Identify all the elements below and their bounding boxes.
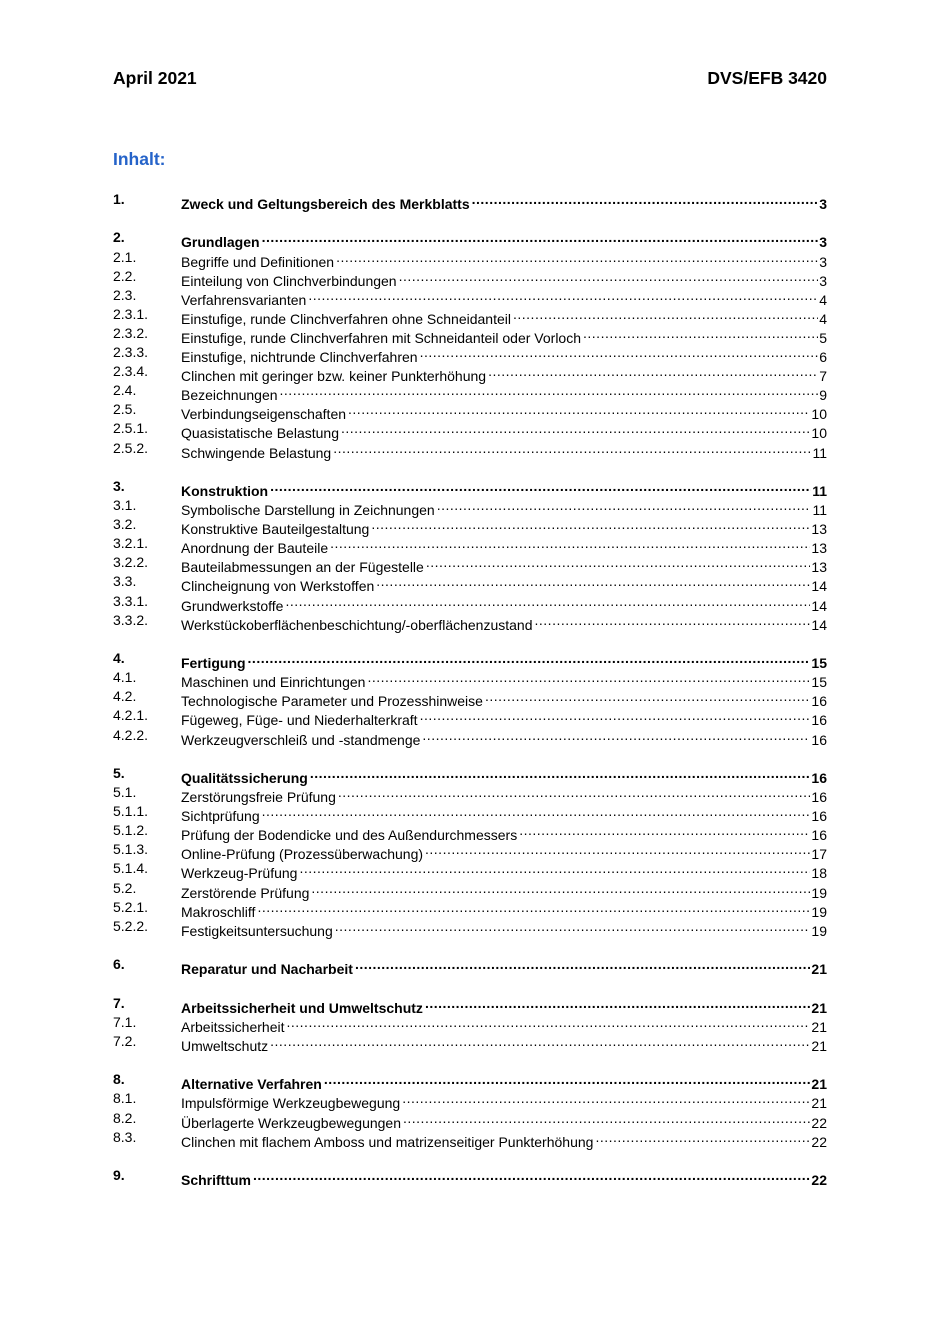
toc-entry-title: Fertigung	[181, 655, 246, 672]
toc-entry-title: Online-Prüfung (Prozessüberwachung)	[181, 846, 424, 863]
toc-dot-leader	[299, 859, 810, 878]
toc-entry-page: 10	[811, 425, 827, 442]
toc-dot-leader	[348, 400, 810, 419]
toc-entry-page: 5	[819, 329, 827, 346]
toc-entry-number: 2.5.	[113, 401, 137, 418]
toc-entry-page: 22	[811, 1114, 827, 1131]
toc-entry[interactable]	[113, 955, 827, 978]
toc-entry-page: 11	[812, 502, 827, 519]
toc-entry-page: 21	[811, 1018, 827, 1035]
toc-entry-line	[181, 1032, 827, 1056]
toc-dot-leader	[324, 1070, 811, 1089]
toc-entry-title: Zerstörungsfreie Prüfung	[181, 789, 336, 806]
toc-dot-leader	[285, 592, 810, 611]
toc-dot-leader	[287, 1013, 811, 1032]
toc-entry-number: 8.1.	[113, 1090, 137, 1107]
toc-entry-number: 4.2.	[113, 688, 137, 705]
toc-entry-number: 3.2.1.	[113, 535, 149, 552]
toc-entry-number: 5.2.2.	[113, 917, 149, 934]
toc-entry[interactable]	[113, 1032, 827, 1054]
toc-entry[interactable]	[113, 592, 827, 614]
toc-entry[interactable]	[113, 840, 827, 863]
toc-entry[interactable]	[113, 611, 827, 633]
toc-entry-number: 2.5.1.	[113, 420, 149, 437]
toc-entry-number: 5.1.1.	[113, 803, 149, 820]
toc-entry-page: 3	[819, 196, 827, 212]
toc-dot-leader	[257, 898, 810, 917]
toc-entry[interactable]	[113, 994, 827, 1016]
toc-entry-number: 3.3.1.	[113, 592, 149, 609]
toc-entry-page: 19	[811, 903, 827, 920]
toc-entry-title: Maschinen und Einrichtungen	[181, 674, 366, 691]
toc-entry-title: Arbeitssicherheit und Umweltschutz	[181, 999, 423, 1016]
toc-dot-leader	[425, 994, 810, 1013]
toc-entry-page: 16	[811, 808, 827, 825]
toc-entry[interactable]	[113, 324, 827, 346]
toc-entry-title: Qualitätssicherung	[181, 770, 308, 786]
toc-entry[interactable]	[113, 1166, 827, 1189]
toc-entry-number: 4.1.	[113, 669, 137, 686]
toc-dot-leader	[262, 228, 819, 247]
toc-entry-page: 7	[819, 368, 827, 385]
toc-entry-number: 4.2.1.	[113, 707, 149, 724]
toc-entry-number: 2.3.	[113, 286, 137, 303]
toc-entry[interactable]	[113, 1128, 827, 1150]
toc-dot-leader	[488, 362, 818, 381]
toc-entry-title: Zweck und Geltungsbereich des Merkblatts	[181, 196, 470, 212]
toc-entry-line	[181, 955, 827, 979]
toc-entry-title: Einstufige, nichtrunde Clinchverfahren	[181, 349, 418, 366]
toc-entry-number: 2.3.3.	[113, 344, 149, 361]
toc-entry[interactable]	[113, 553, 827, 576]
toc-entry-number: 3.3.2.	[113, 611, 149, 628]
toc-entry[interactable]	[113, 917, 827, 939]
toc-entry-line	[181, 726, 827, 750]
toc-entry-title: Grundlagen	[181, 234, 260, 251]
toc-entry[interactable]	[113, 687, 827, 710]
toc-entry-number: 7.1.	[113, 1013, 137, 1030]
toc-entry-page: 4	[819, 291, 827, 308]
toc-entry[interactable]	[113, 419, 827, 442]
toc-entry-number: 2.4.	[113, 382, 137, 399]
toc-dot-leader	[248, 649, 811, 668]
toc-entry-number: 8.2.	[113, 1109, 137, 1126]
toc-dot-leader	[485, 687, 810, 706]
toc-dot-leader	[262, 802, 811, 821]
toc-entry-number: 7.2.	[113, 1032, 137, 1049]
toc-entry-page: 16	[811, 827, 827, 844]
toc-entry-number: 8.	[113, 1071, 125, 1088]
toc-dot-leader	[270, 477, 811, 496]
toc-entry-page: 3	[819, 272, 827, 289]
toc-entry-title: Einstufige, runde Clinchverfahren ohne Schneidanteil	[181, 310, 511, 327]
toc-entry[interactable]	[113, 726, 827, 748]
toc-dot-leader	[311, 879, 810, 898]
toc-dot-leader	[472, 190, 819, 209]
toc-entry-number: 1.	[113, 191, 125, 207]
toc-entry[interactable]	[113, 572, 827, 595]
toc-entry-number: 3.1.	[113, 497, 137, 514]
toc-entry-title: Technologische Parameter und Prozesshinweise	[181, 693, 483, 710]
toc-entry-title: Werkstückoberflächenbeschichtung/-oberflächenzustand	[181, 616, 533, 633]
toc-dot-leader	[402, 1089, 810, 1108]
toc-entry[interactable]	[113, 515, 827, 538]
toc-dot-leader	[535, 611, 811, 630]
toc-entry-title: Werkzeug-Prüfung	[181, 865, 298, 882]
toc-dot-leader	[376, 572, 810, 591]
toc-entry[interactable]	[113, 859, 827, 882]
toc-entry-page: 14	[811, 578, 827, 595]
toc-entry[interactable]	[113, 190, 827, 212]
toc-entry-number: 5.	[113, 765, 125, 781]
header-date: April 2021	[113, 68, 197, 88]
toc-dot-leader	[308, 286, 818, 305]
toc-entry[interactable]	[113, 668, 827, 691]
toc-entry[interactable]	[113, 248, 827, 270]
toc-dot-leader	[335, 917, 811, 936]
toc-entry-number: 5.1.2.	[113, 822, 149, 839]
toc-entry-page: 11	[812, 483, 827, 499]
toc-entry[interactable]	[113, 783, 827, 806]
toc-entry-number: 3.3.	[113, 573, 137, 590]
toc-entry-page: 6	[819, 349, 827, 366]
toc-entry-page: 11	[812, 444, 827, 461]
toc-entry-page: 21	[811, 961, 827, 978]
toc-entry-title: Clinchen mit flachem Amboss und matrizenseitiger Punkterhöhung	[181, 1133, 594, 1150]
toc-entry[interactable]	[113, 898, 827, 920]
toc-entry-number: 5.2.	[113, 879, 137, 896]
toc-entry-number: 3.2.	[113, 516, 137, 533]
toc-entry-page: 22	[811, 1133, 827, 1150]
toc-entry[interactable]	[113, 286, 827, 308]
toc-entry-line	[181, 1166, 827, 1190]
toc-dot-leader	[437, 496, 812, 515]
toc-entry-number: 5.1.3.	[113, 841, 149, 858]
toc-entry-number: 2.5.2.	[113, 439, 149, 456]
toc-entry-page: 16	[811, 789, 827, 806]
toc-entry[interactable]	[113, 305, 827, 327]
toc-entry-page: 15	[811, 655, 827, 672]
toc-entry[interactable]	[113, 764, 827, 786]
toc-entry-number: 5.1.4.	[113, 860, 149, 877]
toc-entry[interactable]	[113, 362, 827, 385]
toc-entry-page: 3	[819, 234, 827, 251]
toc-entry-page: 16	[811, 712, 827, 729]
toc-dot-leader	[333, 439, 811, 458]
toc-entry-title: Umweltschutz	[181, 1037, 269, 1054]
toc-entry-page: 22	[811, 1172, 827, 1189]
toc-entry-title: Festigkeitsuntersuchung	[181, 922, 333, 939]
toc-entry-title: Bezeichnungen	[181, 387, 278, 404]
toc-entry-title: Verbindungseigenschaften	[181, 406, 347, 423]
toc-entry-line	[181, 1128, 827, 1152]
toc-entry-title: Begriffe und Definitionen	[181, 253, 335, 270]
toc-entry-title: Konstruktive Bauteilgestaltung	[181, 521, 370, 538]
toc-dot-leader	[253, 1166, 810, 1185]
toc-entry-page: 21	[811, 999, 827, 1016]
toc-entry[interactable]	[113, 649, 827, 672]
toc-entry-title: Makroschliff	[181, 903, 256, 920]
toc-dot-leader	[338, 783, 811, 802]
toc-entry-title: Anordnung der Bauteile	[181, 540, 329, 557]
toc-dot-leader	[399, 267, 819, 286]
toc-entry[interactable]	[113, 1089, 827, 1112]
toc-entry-page: 21	[811, 1037, 827, 1054]
toc-entry-page: 18	[811, 865, 827, 882]
toc-dot-leader	[426, 553, 811, 572]
toc-entry-title: Symbolische Darstellung in Zeichnungen	[181, 502, 435, 519]
toc-entry-title: Schrifttum	[181, 1172, 251, 1189]
toc-dot-leader	[420, 706, 811, 725]
toc-entry-line	[181, 190, 827, 214]
toc-entry-number: 2.	[113, 229, 125, 246]
toc-entry-title: Verfahrensvarianten	[181, 291, 307, 308]
toc-dot-leader	[330, 534, 810, 553]
toc-entry-page: 21	[811, 1076, 827, 1093]
toc-entry-title: Grundwerkstoffe	[181, 597, 284, 614]
page-header	[113, 68, 827, 92]
toc-entry-number: 4.2.2.	[113, 726, 149, 743]
toc-entry-title: Clincheignung von Werkstoffen	[181, 578, 375, 595]
toc-dot-leader	[403, 1109, 810, 1128]
toc-entry-number: 9.	[113, 1167, 125, 1184]
toc-dot-leader	[583, 324, 818, 343]
toc-entry-title: Zerstörende Prüfung	[181, 884, 310, 901]
toc-dot-leader	[280, 381, 819, 400]
toc-entry-line	[181, 917, 827, 941]
toc-entry-page: 9	[819, 387, 827, 404]
toc-dot-leader	[367, 668, 810, 687]
toc-entry-page: 13	[811, 559, 827, 576]
toc-entry-title: Quasistatische Belastung	[181, 425, 339, 442]
toc-entry-page: 16	[811, 731, 827, 748]
toc-entry[interactable]	[113, 477, 827, 499]
toc-entry-number: 5.1.	[113, 784, 137, 801]
toc-entry-title: Überlagerte Werkzeugbewegungen	[181, 1114, 401, 1131]
toc-entry-title: Konstruktion	[181, 483, 269, 499]
toc-entry-page: 3	[819, 253, 827, 270]
toc-entry[interactable]	[113, 1070, 827, 1093]
toc-entry-title: Fügeweg, Füge- und Niederhalterkraft	[181, 712, 418, 729]
toc-entry-title: Prüfung der Bodendicke und des Außendurchmessers	[181, 827, 518, 844]
toc-dot-leader	[336, 248, 818, 267]
toc-dot-leader	[422, 726, 810, 745]
toc-entry[interactable]	[113, 228, 827, 251]
toc-entry-number: 2.2.	[113, 267, 137, 284]
toc-dot-leader	[310, 764, 811, 783]
toc-entry[interactable]	[113, 879, 827, 901]
toc-entry-page: 13	[811, 540, 827, 557]
toc-entry-title: Impulsförmige Werkzeugbewegung	[181, 1095, 401, 1112]
toc-entry[interactable]	[113, 400, 827, 423]
toc-entry-number: 2.3.4.	[113, 363, 149, 380]
toc-entry-title: Schwingende Belastung	[181, 444, 332, 461]
toc-entry-page: 17	[811, 846, 827, 863]
toc-entry-title: Arbeitssicherheit	[181, 1018, 285, 1035]
toc-dot-leader	[513, 305, 818, 324]
header-document-id: DVS/EFB 3420	[707, 68, 827, 88]
toc-entry[interactable]	[113, 1109, 827, 1131]
toc-entry[interactable]	[113, 821, 827, 844]
toc-entry[interactable]	[113, 534, 827, 557]
toc-entry-number: 6.	[113, 956, 125, 973]
toc-entry-line	[181, 611, 827, 635]
toc-entry[interactable]	[113, 439, 827, 461]
toc-entry-number: 3.2.2.	[113, 554, 149, 571]
toc-entry[interactable]	[113, 381, 827, 404]
toc-entry-title: Alternative Verfahren	[181, 1076, 322, 1093]
table-of-contents	[113, 190, 827, 1189]
toc-dot-leader	[595, 1128, 810, 1147]
toc-entry-page: 21	[811, 1095, 827, 1112]
toc-entry-title: Bauteilabmessungen an der Fügestelle	[181, 559, 424, 576]
toc-entry-title: Einstufige, runde Clinchverfahren mit Schneidanteil oder Vorloch	[181, 329, 582, 346]
toc-entry-page: 4	[819, 310, 827, 327]
toc-entry-number: 2.3.1.	[113, 305, 149, 322]
toc-entry[interactable]	[113, 802, 827, 825]
toc-entry-number: 2.3.2.	[113, 324, 149, 341]
toc-entry-number: 8.3.	[113, 1128, 137, 1145]
toc-entry-title: Werkzeugverschleiß und -standmenge	[181, 731, 421, 748]
toc-entry-page: 14	[811, 597, 827, 614]
toc-entry-page: 19	[811, 922, 827, 939]
toc-entry-page: 14	[811, 616, 827, 633]
toc-dot-leader	[420, 343, 819, 362]
toc-entry-page: 13	[811, 521, 827, 538]
toc-entry-number: 2.1.	[113, 248, 137, 265]
toc-title: Inhalt:	[113, 149, 166, 169]
toc-entry-title: Clinchen mit geringer bzw. keiner Punkterhöhung	[181, 368, 487, 385]
toc-entry-number: 3.	[113, 478, 125, 494]
toc-dot-leader	[425, 840, 810, 859]
toc-entry-title: Sichtprüfung	[181, 808, 260, 825]
toc-entry-line	[181, 439, 827, 463]
toc-dot-leader	[341, 419, 810, 438]
toc-entry-title: Einteilung von Clinchverbindungen	[181, 272, 397, 289]
toc-entry[interactable]	[113, 267, 827, 289]
toc-entry-page: 15	[811, 674, 827, 691]
toc-entry-page: 10	[811, 406, 827, 423]
toc-entry-page: 16	[811, 770, 827, 786]
toc-dot-leader	[371, 515, 810, 534]
toc-entry-title: Reparatur und Nacharbeit	[181, 961, 353, 978]
toc-entry[interactable]	[113, 1013, 827, 1035]
toc-dot-leader	[355, 955, 810, 974]
toc-entry[interactable]	[113, 706, 827, 729]
toc-dot-leader	[519, 821, 810, 840]
toc-entry-number: 7.	[113, 994, 125, 1011]
toc-entry-number: 4.	[113, 650, 125, 667]
toc-entry-number: 5.2.1.	[113, 898, 149, 915]
toc-entry[interactable]	[113, 343, 827, 366]
toc-entry-page: 19	[811, 884, 827, 901]
toc-entry-page: 16	[811, 693, 827, 710]
toc-dot-leader	[270, 1032, 810, 1051]
toc-entry[interactable]	[113, 496, 827, 519]
